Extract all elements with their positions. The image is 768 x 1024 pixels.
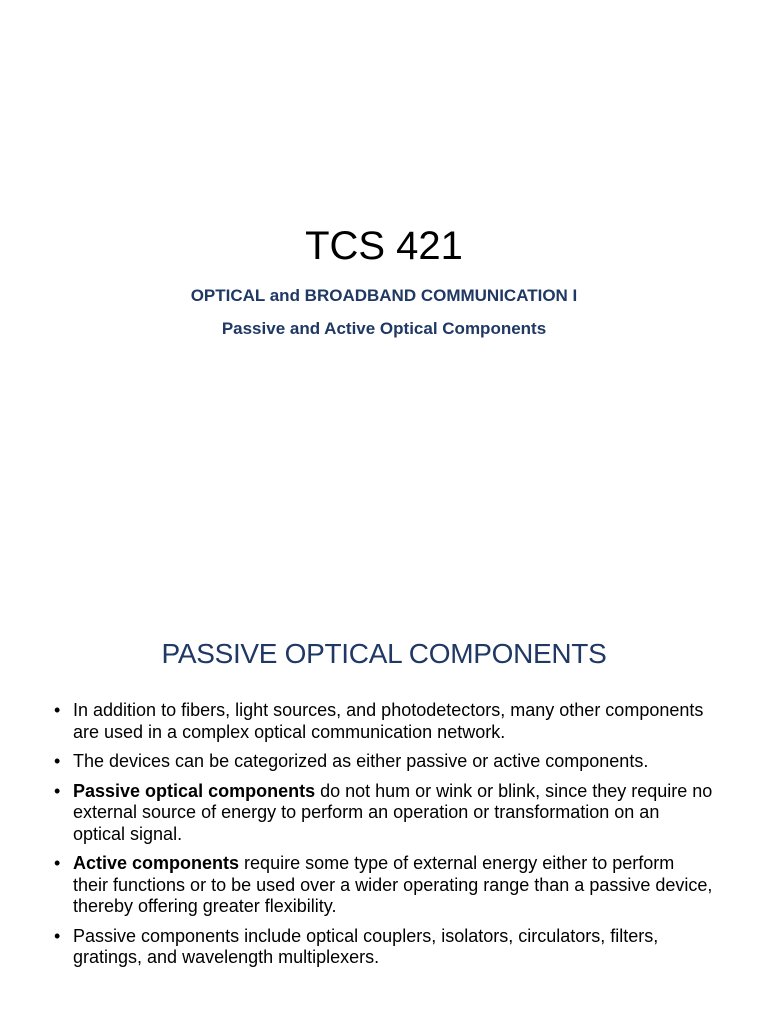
bullet-icon: • [54,925,61,946]
bullet-icon: • [54,751,61,771]
bullet-body-text: Passive components include optical couplers, isolators, circulators, filters, gratings, and wavelength multiplexers. [73,925,659,967]
bullet-text [73,751,648,771]
bullet-text [73,700,703,742]
bullet-bold-text: Active components [73,853,240,873]
bullet-item [54,700,714,743]
bullet-item [54,853,714,918]
content-slide [0,512,768,1024]
section-heading: PASSIVE OPTICAL COMPONENTS [161,638,607,669]
bullet-body-text: In addition to fibers, light sources, and photodetectors, many other components are used in a complex optical communication network. [73,700,704,742]
bullet-item [54,751,714,773]
bullet-list [54,700,714,977]
course-name-subtitle: OPTICAL and BROADBAND COMMUNICATION I [190,286,578,305]
bullet-body-text: The devices can be categorized as either passive or active components. [73,751,649,771]
bullet-text [73,853,712,916]
bullet-bold-text: Passive optical components [73,780,316,801]
bullet-text [73,781,712,844]
bullet-icon: • [54,853,61,873]
course-code-title: TCS 421 [305,224,463,268]
bullet-item [54,781,714,846]
bullet-text [73,926,658,968]
bullet-body-text: do not hum or wink or blink, since they require no external source of energy to perform an operation or transformation on an optical signal. [73,780,713,844]
bullet-icon: • [54,780,61,801]
bullet-body-text: require some type of external energy either to perform their functions or to be used over a wider operating range than a passive device, thereby offering greater flexibility. [73,853,713,916]
bullet-icon: • [54,700,61,720]
bullet-item [54,926,714,969]
topic-subtitle: Passive and Active Optical Components [221,319,547,338]
